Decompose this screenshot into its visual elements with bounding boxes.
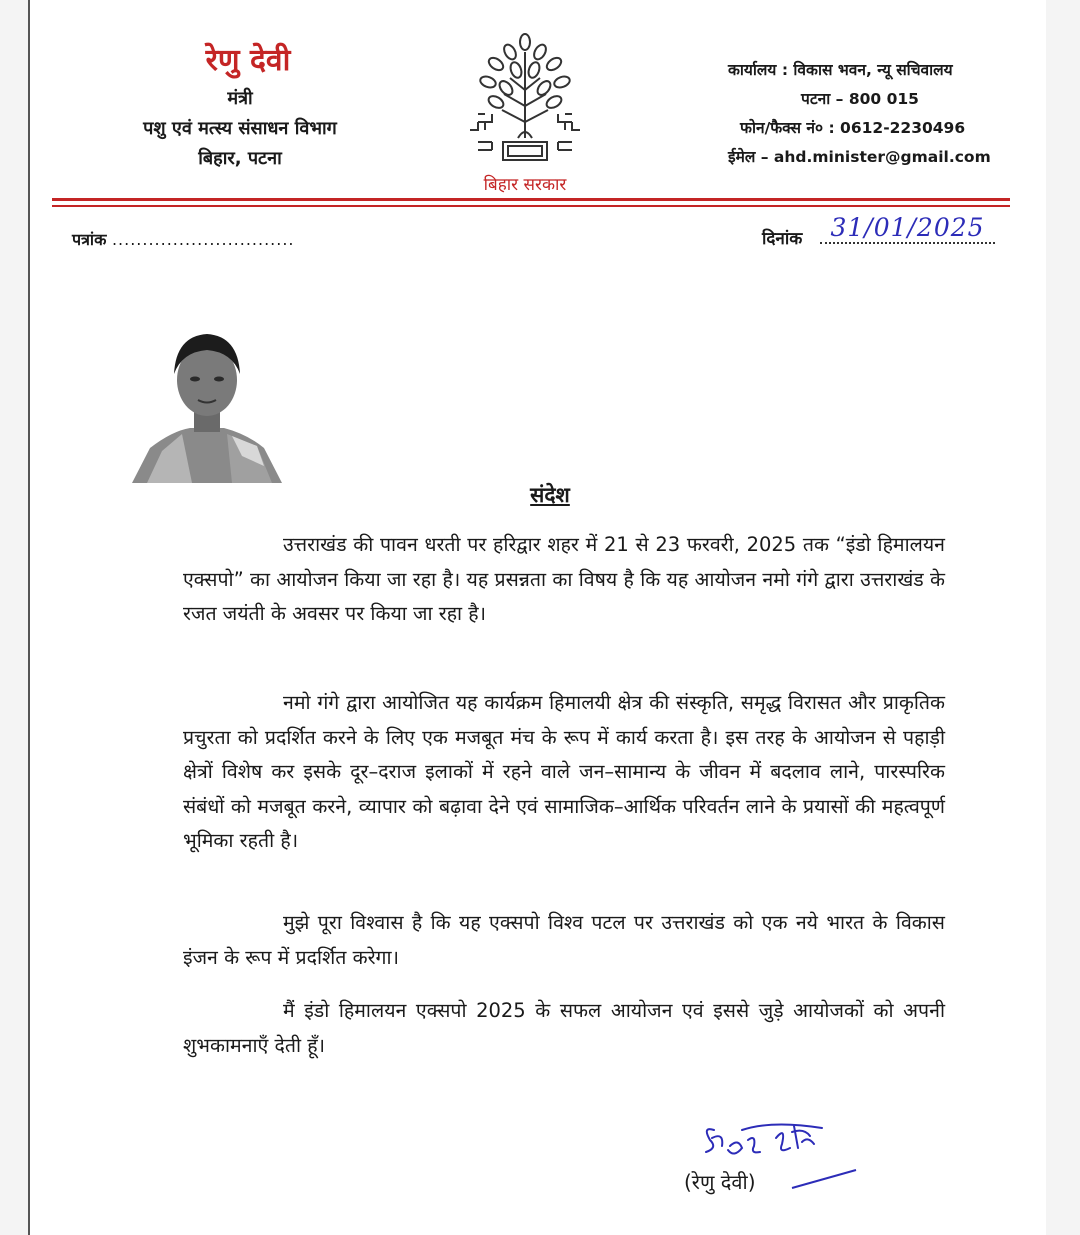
office-email: ईमेल – ahd.minister@gmail.com bbox=[728, 148, 991, 166]
message-paragraph-4 bbox=[183, 994, 945, 1063]
paragraph-text: मुझे पूरा विश्वास है कि यह एक्सपो विश्व पटल पर उत्तराखंड को एक नये भारत के विकास इंजन के रूप में प्रदर्शित करेगा। bbox=[183, 911, 945, 969]
paragraph-text: मैं इंडो हिमालयन एक्सपो 2025 के सफल आयोजन एवं इससे जुड़े आयोजकों को अपनी शुभकामनाएँ देती हूँ। bbox=[183, 999, 945, 1057]
office-address-line2: पटना – 800 015 bbox=[801, 90, 919, 108]
letterhead-divider-bottom bbox=[52, 205, 1010, 207]
letterhead-divider-top bbox=[52, 198, 1010, 201]
emblem-caption: बिहार सरकार bbox=[483, 175, 567, 195]
sender-location: बिहार, पटना bbox=[198, 148, 282, 169]
signature-flourish bbox=[790, 1162, 860, 1192]
minister-portrait-photo bbox=[132, 316, 282, 483]
bihar-bodhi-tree-emblem bbox=[470, 30, 580, 180]
signatory-name: (रेणु देवी) bbox=[684, 1170, 756, 1194]
reference-label: पत्रांक bbox=[72, 230, 107, 249]
sender-name: रेणु देवी bbox=[205, 43, 291, 78]
reference-line bbox=[72, 228, 295, 250]
sender-designation: मंत्री bbox=[227, 88, 253, 109]
message-paragraph-2 bbox=[183, 686, 945, 859]
paragraph-text: नमो गंगे द्वारा आयोजित यह कार्यक्रम हिमालयी क्षेत्र की संस्कृति, समृद्ध विरासत और प्राकृतिक प्रचुरता को प्रदर्शित करने के लिए एक मजबूत मंच के रूप में कार्य करता है। इस तरह के आयोजन से पहाड़ी क्षेत्रों विशेष कर इसके दूर–दराज इलाकों में रहने वाले जन–सामान्य के जीवन में बदलाव लाने, पारस्परिक संबंधों को मजबूत करने, व्यापार को बढ़ावा देने एवं सामाजिक–आर्थिक परिवर्तन लाने के प्रयासों की महत्वपूर्ण भूमिका रहती है। bbox=[183, 691, 945, 852]
date-label: दिनांक bbox=[762, 229, 803, 249]
handwritten-signature bbox=[682, 1118, 852, 1166]
office-address-line1: कार्यालय : विकास भवन, न्यू सचिवालय bbox=[728, 61, 953, 79]
sender-department: पशु एवं मत्स्य संसाधन विभाग bbox=[143, 118, 337, 139]
message-heading: संदेश bbox=[530, 483, 570, 507]
message-paragraph-1 bbox=[183, 528, 945, 632]
office-phone: फोन/फैक्स नं० : 0612-2230496 bbox=[740, 119, 966, 137]
reference-number: .............................. bbox=[111, 230, 295, 249]
paragraph-text: उत्तराखंड की पावन धरती पर हरिद्वार शहर में 21 से 23 फरवरी, 2025 तक “इंडो हिमालयन एक्सपो” का आयोजन किया जा रहा है। यह प्रसन्नता का विषय है कि यह आयोजन नमो गंगे द्वारा उत्तराखंड के रजत जयंती के अवसर पर किया जा रहा है। bbox=[183, 533, 945, 625]
date-value: 31/01/2025 bbox=[820, 213, 995, 244]
message-paragraph-3 bbox=[183, 906, 945, 975]
